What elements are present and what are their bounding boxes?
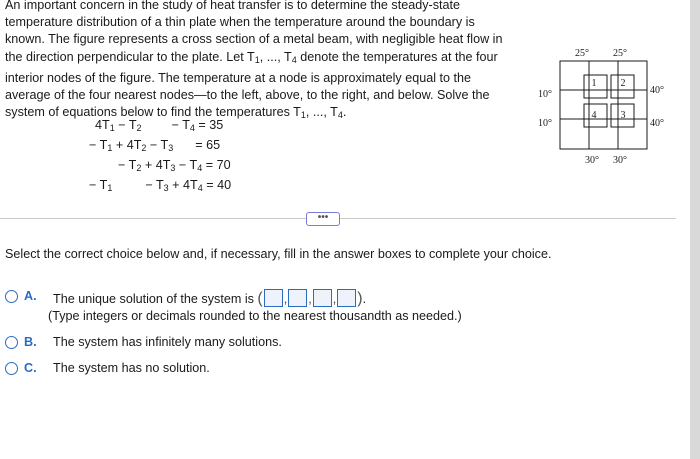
text: .	[342, 105, 347, 120]
subscript: 1	[254, 54, 260, 65]
text: the direction perpendicular to the plate. Let T	[5, 49, 255, 64]
term: − T	[171, 118, 190, 132]
problem-line: known. The figure represents a cross section of a metal beam, with negligible heat flow in	[5, 32, 503, 47]
boundary-label-bottom-right: 30°	[613, 155, 627, 166]
text: , ..., T	[305, 105, 338, 120]
subscript: 4	[197, 183, 203, 193]
scrollbar[interactable]	[690, 0, 700, 459]
choice-a-label: The unique solution of the system is	[53, 292, 254, 306]
subscript: 2	[141, 143, 147, 153]
subscript: 4	[337, 110, 343, 121]
equation-1	[95, 118, 223, 132]
close-paren: )	[357, 290, 363, 307]
subscript: 1	[300, 110, 306, 121]
answer-box-t1[interactable]	[264, 289, 283, 307]
term: + 4T	[168, 178, 198, 192]
problem-text	[5, 0, 525, 121]
choice-a-letter: A.	[24, 289, 37, 303]
answer-box-t3[interactable]	[313, 289, 332, 307]
subscript: 3	[168, 143, 174, 153]
comma: ,	[308, 292, 312, 306]
boundary-label-left-top: 10°	[538, 89, 552, 100]
term: = 65	[195, 138, 221, 152]
subscript: 3	[170, 163, 176, 173]
expand-button[interactable]: •••	[306, 212, 340, 226]
subscript: 2	[136, 123, 142, 133]
subscript: 4	[189, 123, 195, 133]
problem-line: An important concern in the study of heat transfer is to determine the steady-state	[5, 0, 461, 12]
subscript: 4	[197, 163, 203, 173]
choice-a-text	[53, 289, 366, 307]
term: − T	[145, 178, 164, 192]
subscript: 1	[107, 143, 113, 153]
equation-4	[89, 178, 231, 192]
boundary-label-top-right: 25°	[613, 48, 627, 59]
equation-3	[118, 158, 231, 172]
term: + 4T	[112, 138, 142, 152]
term: − T	[118, 158, 137, 172]
instruction-text: Select the correct choice below and, if necessary, fill in the answer boxes to complete your choice.	[5, 247, 552, 261]
answer-box-t4[interactable]	[337, 289, 356, 307]
subscript: 1	[107, 183, 113, 193]
term: 4T	[95, 118, 110, 132]
equation-2	[89, 138, 220, 152]
text: system of equations below to find the temperatures T	[5, 105, 301, 120]
term: + 4T	[141, 158, 171, 172]
problem-line: average of the four nearest nodes—to the left, above, to the right, and below. Solve the	[5, 88, 490, 103]
choice-a[interactable]	[5, 289, 366, 307]
radio-b[interactable]	[5, 336, 18, 349]
subscript: 4	[291, 54, 297, 65]
radio-c[interactable]	[5, 362, 18, 375]
comma: ,	[283, 292, 288, 306]
boundary-label-right-top: 40°	[650, 85, 664, 96]
subscript: 3	[163, 183, 169, 193]
choice-c-letter: C.	[24, 361, 37, 375]
choice-b-letter: B.	[24, 335, 37, 349]
open-paren: (	[257, 290, 263, 307]
node-label-2: 2	[620, 78, 626, 89]
problem-line: interior nodes of the figure. The temperature at a node is approximately equal to the	[5, 70, 472, 85]
boundary-label-left-bottom: 10°	[538, 118, 552, 129]
text: , ..., T	[259, 49, 292, 64]
heat-plate-figure	[530, 40, 680, 170]
term: − T	[114, 118, 137, 132]
term: = 70	[202, 158, 231, 172]
term: − T	[175, 158, 198, 172]
problem-line	[5, 104, 525, 121]
period: .	[362, 292, 367, 306]
subscript: 2	[136, 163, 142, 173]
answer-box-t2[interactable]	[288, 289, 307, 307]
radio-a[interactable]	[5, 290, 18, 303]
choice-b[interactable]	[5, 335, 282, 349]
choice-c[interactable]	[5, 361, 210, 375]
term: − T	[146, 138, 169, 152]
problem-line	[5, 49, 525, 66]
boundary-label-bottom-left: 30°	[585, 155, 599, 166]
choice-c-text: The system has no solution.	[53, 361, 210, 375]
node-label-4: 4	[591, 110, 597, 121]
problem-line: temperature distribution of a thin plate when the temperature around the boundary is	[5, 15, 475, 30]
term: = 35	[194, 118, 224, 132]
choice-b-text: The system has infinitely many solutions.	[53, 335, 282, 349]
node-label-1: 1	[591, 78, 597, 89]
text: denote the temperatures at the four	[296, 49, 498, 64]
subscript: 1	[109, 123, 115, 133]
term: − T	[89, 178, 108, 192]
choice-a-hint: (Type integers or decimals rounded to the nearest thousandth as needed.)	[48, 309, 462, 323]
comma: ,	[332, 292, 337, 306]
term: = 40	[202, 178, 232, 192]
boundary-label-top-left: 25°	[575, 48, 589, 59]
boundary-label-right-bottom: 40°	[650, 118, 664, 129]
node-label-3: 3	[620, 110, 626, 121]
term: − T	[89, 138, 108, 152]
